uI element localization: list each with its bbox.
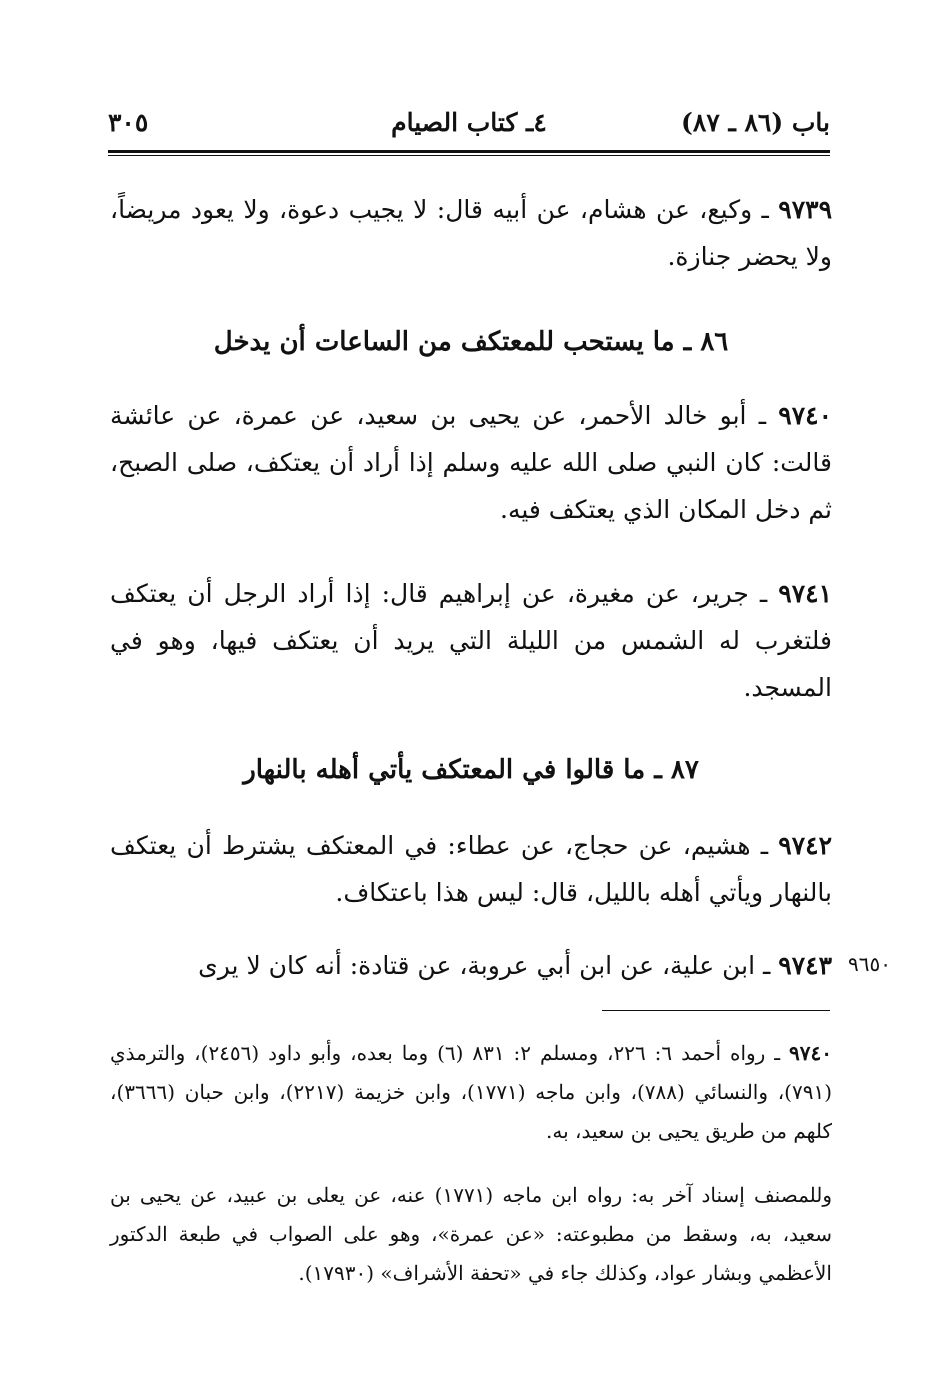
footnote-text: وللمصنف إسناد آخر به: رواه ابن ماجه (١٧٧١) عنه، عن يعلى بن عبيد، عن يحيى بن سعيد، به، وسقط من مطبوعته: «عن عمرة»، وهو على الصواب في طبعة الدكتور الأعظمي وبشار عواد، وكذلك جاء في «تحفة الأشراف» (١٧٩٣٠). (110, 1183, 832, 1285)
section-heading-86: ٨٦ ـ ما يستحب للمعتكف من الساعات أن يدخل (213, 327, 729, 357)
hadith-text: ـ هشيم، عن حجاج، عن عطاء: في المعتكف يشترط أن يعتكف بالنهار ويأتي أهله بالليل، قال: ليس هذا باعتكاف. (110, 831, 832, 907)
footnote-1 (110, 1034, 832, 1151)
footnote-separator (602, 1010, 830, 1011)
running-header (108, 108, 830, 148)
hadith-text: ـ وكيع، عن هشام، عن أبيه قال: لا يجيب دعوة، ولا يعود مريضاً، ولا يحضر جنازة. (110, 195, 832, 271)
footnote-number: ٩٧٤٠ (789, 1041, 833, 1065)
hadith-9742 (110, 822, 832, 916)
hadith-number: ٩٧٣٩ (778, 195, 832, 224)
hadith-text: ـ جرير، عن مغيرة، عن إبراهيم قال: إذا أراد الرجل أن يعتكف فلتغرب له الشمس من الليلة التي يريد أن يعتكف فيها، وهو في المسجد. (110, 579, 832, 702)
chapter-range: باب (٨٦ ـ ٨٧) (681, 108, 830, 137)
book-title: ٤ـ كتاب الصيام (391, 108, 547, 137)
footnote-text: ـ رواه أحمد ٦: ٢٢٦، ومسلم ٢: ٨٣١ (٦) وما بعده، وأبو داود (٢٤٥٦)، والترمذي (٧٩١)، والنسائي (٧٨٨)، وابن ماجه (١٧٧١)، وابن خزيمة (٢٢١٧)، وابن حبان (٣٦٦٦)، كلهم من طريق يحيى بن سعيد، به. (110, 1041, 833, 1143)
header-rule (108, 150, 830, 153)
hadith-number: ٩٧٤٢ (778, 831, 832, 860)
margin-reference-number: ٩٦٥٠ (848, 952, 891, 976)
section-heading-87: ٨٧ ـ ما قالوا في المعتكف يأتي أهله بالنهار (243, 755, 699, 785)
hadith-text: ـ ابن علية، عن ابن أبي عروبة، عن قتادة: أنه كان لا يرى (198, 951, 771, 980)
hadith-number: ٩٧٤٠ (778, 401, 832, 430)
hadith-number: ٩٧٤٣ (778, 951, 832, 980)
hadith-text: ـ أبو خالد الأحمر، عن يحيى بن سعيد، عن عمرة، عن عائشة قالت: كان النبي صلى الله عليه وسلم إذا أراد أن يعتكف، صلى الصبح، ثم دخل المكان الذي يعتكف فيه. (110, 401, 832, 524)
page-number: ٣٠٥ (108, 108, 149, 137)
hadith-9739 (110, 186, 832, 280)
footnote-2 (110, 1176, 832, 1293)
header-rule-thin (108, 155, 830, 156)
hadith-9741 (110, 570, 832, 711)
hadith-number: ٩٧٤١ (778, 579, 832, 608)
hadith-9743 (110, 942, 832, 989)
hadith-9740 (110, 392, 832, 533)
